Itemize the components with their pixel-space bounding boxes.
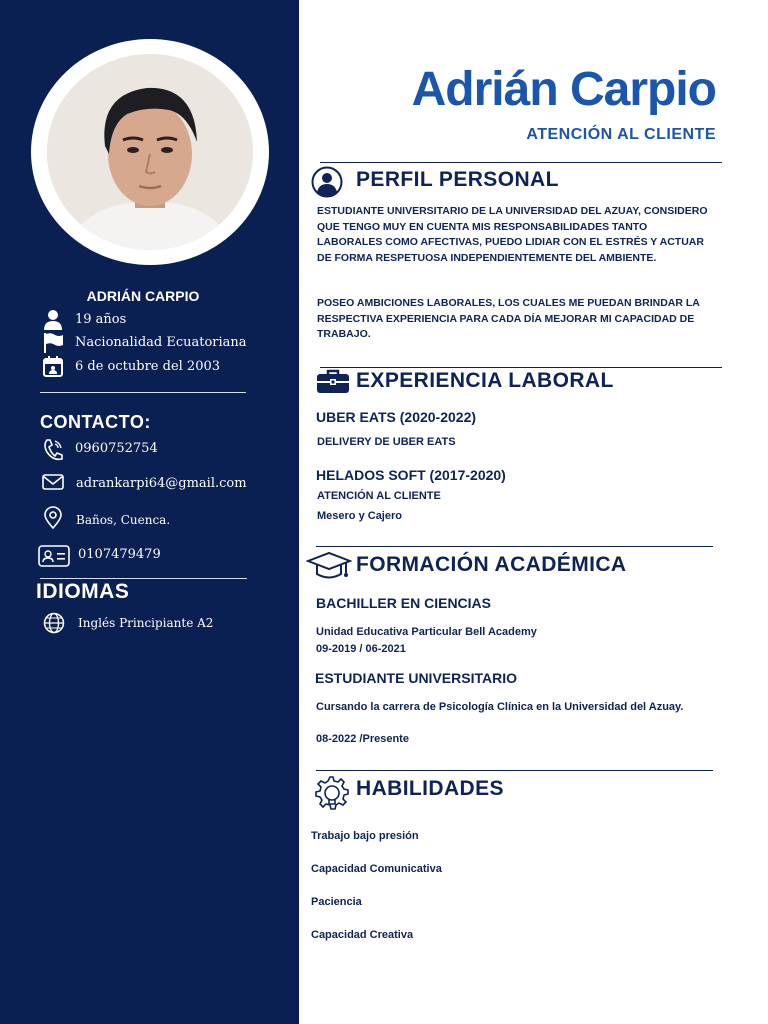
user-circle-icon: [311, 166, 343, 203]
skill-item: Trabajo bajo presión: [311, 830, 419, 842]
lightbulb-gear-icon: [310, 775, 350, 820]
globe-icon: [43, 612, 65, 634]
page-title: Adrián Carpio: [411, 63, 716, 116]
job-title: ATENCIÓN AL CLIENTE: [526, 126, 716, 143]
graduation-cap-icon: [306, 550, 352, 589]
education-section-title: FORMACIÓN ACADÉMICA: [356, 553, 627, 576]
skill-item: Paciencia: [311, 896, 362, 908]
birthdate-text: 6 de octubre del 2003: [75, 359, 221, 374]
main-content: [299, 0, 768, 1024]
job-detail: DELIVERY DE UBER EATS: [317, 436, 456, 448]
education-title-item: ESTUDIANTE UNIVERSITARIO: [315, 670, 517, 686]
education-detail: Unidad Educativa Particular Bell Academy: [316, 626, 537, 638]
person-icon: [42, 309, 64, 331]
id-card-icon: [38, 545, 70, 567]
skills-section-title: HABILIDADES: [356, 777, 504, 800]
section-divider: [320, 162, 722, 163]
profile-photo: [47, 54, 253, 250]
job-title-item: UBER EATS (2020-2022): [316, 409, 477, 425]
sidebar-divider: [40, 392, 246, 393]
age-text: 19 años: [75, 312, 127, 327]
sidebar-name: ADRIÁN CARPIO: [86, 288, 200, 304]
contact-heading: CONTACTO:: [40, 412, 151, 432]
languages-heading: IDIOMAS: [36, 580, 130, 603]
id-number-text: 0107479479: [78, 547, 161, 562]
language-text: Inglés Principiante A2: [78, 616, 214, 630]
skill-item: Capacidad Comunicativa: [311, 863, 442, 875]
profile-paragraph: POSEO AMBICIONES LABORALES, LOS CUALES ME PUEDAN BRINDAR LA RESPECTIVA EXPERIENCIA PARA CADA DÍA MEJORAR MI CAPACIDAD DE TRABAJO.: [317, 297, 700, 340]
education-title-item: BACHILLER EN CIENCIAS: [316, 595, 492, 611]
section-divider: [316, 546, 713, 547]
education-detail: Cursando la carrera de Psicología Clínica en la Universidad del Azuay.: [316, 701, 684, 713]
sidebar-divider: [40, 578, 247, 579]
briefcase-icon: [316, 369, 350, 400]
skill-item: Capacidad Creativa: [311, 929, 414, 941]
sidebar: [0, 0, 299, 1024]
email-link[interactable]: adrankarpi64@gmail.com: [76, 476, 247, 491]
phone-icon: [41, 438, 63, 460]
calendar-icon: [42, 355, 64, 377]
education-detail: 09-2019 / 06-2021: [316, 643, 406, 655]
profile-paragraph: ESTUDIANTE UNIVERSITARIO DE LA UNIVERSIDAD DEL AZUAY, CONSIDERO QUE TENGO MUY EN CUENTA MIS RESPONSABILIDADES TANTO LABORALES COMO AFECTIVAS, PUEDO LIDIAR CON EL ESTRÉS Y ACTUAR DE FORMA RESPETUOSA INDEPENDIENTEMENTE DEL AMBIENTE.: [317, 205, 708, 264]
job-detail: Mesero y Cajero: [317, 510, 402, 522]
profile-section-title: PERFIL PERSONAL: [356, 168, 559, 191]
education-detail: 08-2022 /Presente: [316, 733, 409, 745]
profile-photo-frame: [31, 39, 269, 265]
job-detail: ATENCIÓN AL CLIENTE: [317, 490, 441, 502]
phone-link[interactable]: 0960752754: [75, 441, 158, 456]
mail-icon: [42, 473, 64, 495]
location-text: Baños, Cuenca.: [76, 513, 171, 527]
section-divider: [316, 770, 713, 771]
section-divider: [320, 367, 722, 368]
nationality-text: Nacionalidad Ecuatoriana: [75, 335, 247, 350]
location-pin-icon: [42, 506, 64, 528]
experience-section-title: EXPERIENCIA LABORAL: [356, 369, 614, 392]
job-title-item: HELADOS SOFT (2017-2020): [316, 467, 506, 483]
flag-icon: [42, 332, 64, 354]
